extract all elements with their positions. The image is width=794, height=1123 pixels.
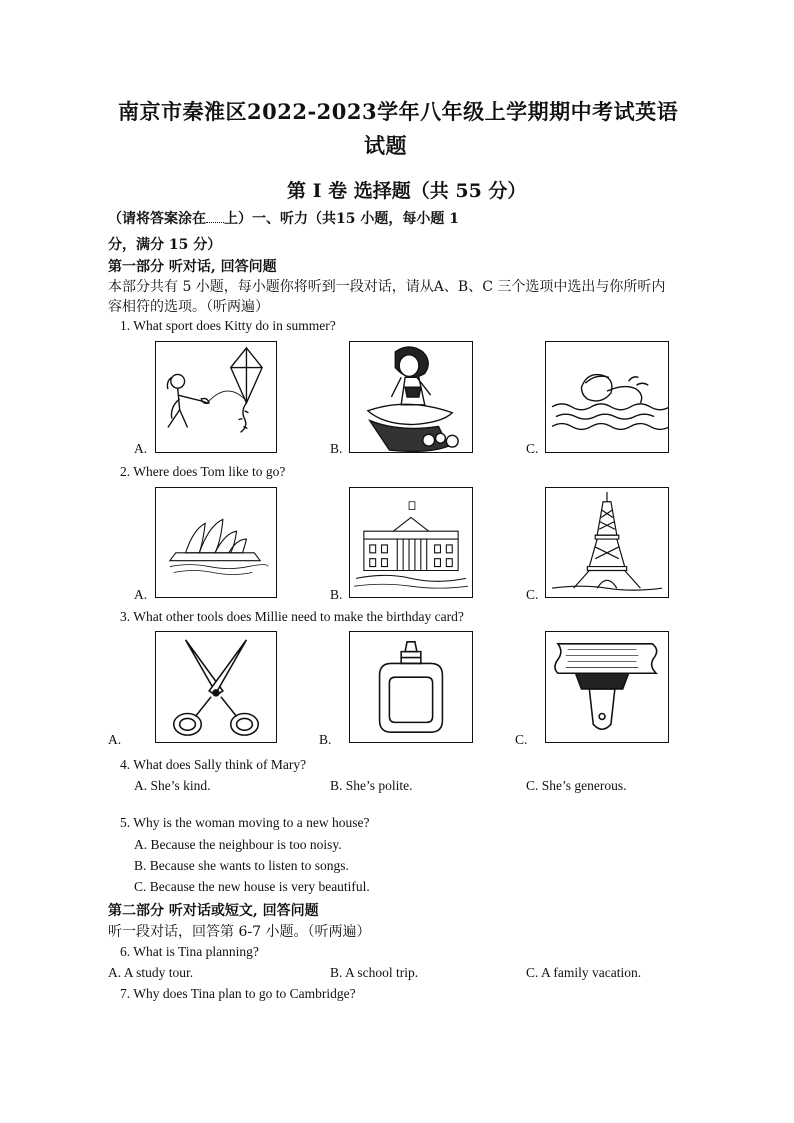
- part2-desc: 听一段对话，回答第 6-7 小题。（听两遍）: [108, 924, 371, 940]
- instruction-line1: [108, 208, 459, 228]
- q6-option-b[interactable]: B. A school trip.: [330, 965, 419, 980]
- scissors-image: [155, 631, 277, 743]
- q4-text: 4. What does Sally think of Mary?: [120, 757, 307, 772]
- q3-option-a[interactable]: A.: [108, 732, 122, 747]
- q5-option-c[interactable]: C. Because the new house is very beautiful.: [134, 879, 370, 894]
- q4-option-c[interactable]: C. She’s generous.: [526, 778, 627, 793]
- volume-heading: 第 I 卷 选择题（共 55 分）: [287, 180, 527, 202]
- q4-option-b[interactable]: B. She’s polite.: [330, 778, 413, 793]
- q1-option-c[interactable]: C.: [526, 441, 539, 456]
- white-house-image: [349, 487, 473, 598]
- q6-text: 6. What is Tina planning?: [120, 944, 259, 959]
- surfing-girl-image: [349, 341, 473, 453]
- q6-option-a[interactable]: A. A study tour.: [108, 965, 194, 980]
- kite-girl-image: [155, 341, 277, 453]
- instruction-part-b: 上）一、听力（共15 小题，每小题 1: [224, 211, 459, 227]
- glue-bottle-image: [349, 631, 473, 743]
- part1-desc-line1: 本部分共有 5 小题，每小题你将听到一段对话，请从A、B、C 三个选项中选出与你所听内: [108, 279, 666, 295]
- q5-option-a[interactable]: A. Because the neighbour is too noisy.: [134, 837, 342, 852]
- eiffel-tower-image: [545, 487, 669, 598]
- q1-option-b[interactable]: B.: [330, 441, 343, 456]
- q2-text: 2. Where does Tom like to go?: [120, 464, 286, 479]
- q2-option-c[interactable]: C.: [526, 587, 539, 602]
- q5-option-b[interactable]: B. Because she wants to listen to songs.: [134, 858, 349, 873]
- q4-option-a[interactable]: A. She’s kind.: [134, 778, 211, 793]
- q2-option-a[interactable]: A.: [134, 587, 148, 602]
- part2-heading: 第二部分 听对话或短文, 回答问题: [108, 903, 319, 919]
- answer-blank: [206, 210, 224, 223]
- instruction-line2: 分，满分 15 分）: [108, 237, 222, 253]
- q1-text: 1. What sport does Kitty do in summer?: [120, 318, 336, 333]
- page-title: 南京市秦淮区2022-2023学年八年级上学期期中考试英语: [118, 99, 679, 124]
- q2-option-b[interactable]: B.: [330, 587, 343, 602]
- paintbrush-image: [545, 631, 669, 743]
- q1-option-a[interactable]: A.: [134, 441, 148, 456]
- q7-text: 7. Why does Tina plan to go to Cambridge?: [120, 986, 356, 1001]
- page-title-line2: 试题: [364, 133, 407, 158]
- q6-option-c[interactable]: C. A family vacation.: [526, 965, 642, 980]
- q3-option-c[interactable]: C.: [515, 732, 528, 747]
- opera-house-image: [155, 487, 277, 598]
- instruction-part-a: （请将答案涂在: [108, 211, 206, 227]
- q3-option-b[interactable]: B.: [319, 732, 332, 747]
- part1-desc-line2: 容相符的选项。（听两遍）: [108, 299, 269, 315]
- q5-text: 5. Why is the woman moving to a new house?: [120, 815, 370, 830]
- q3-text: 3. What other tools does Millie need to make the birthday card?: [120, 609, 464, 624]
- swimmer-image: [545, 341, 669, 453]
- part1-heading: 第一部分 听对话, 回答问题: [108, 259, 277, 275]
